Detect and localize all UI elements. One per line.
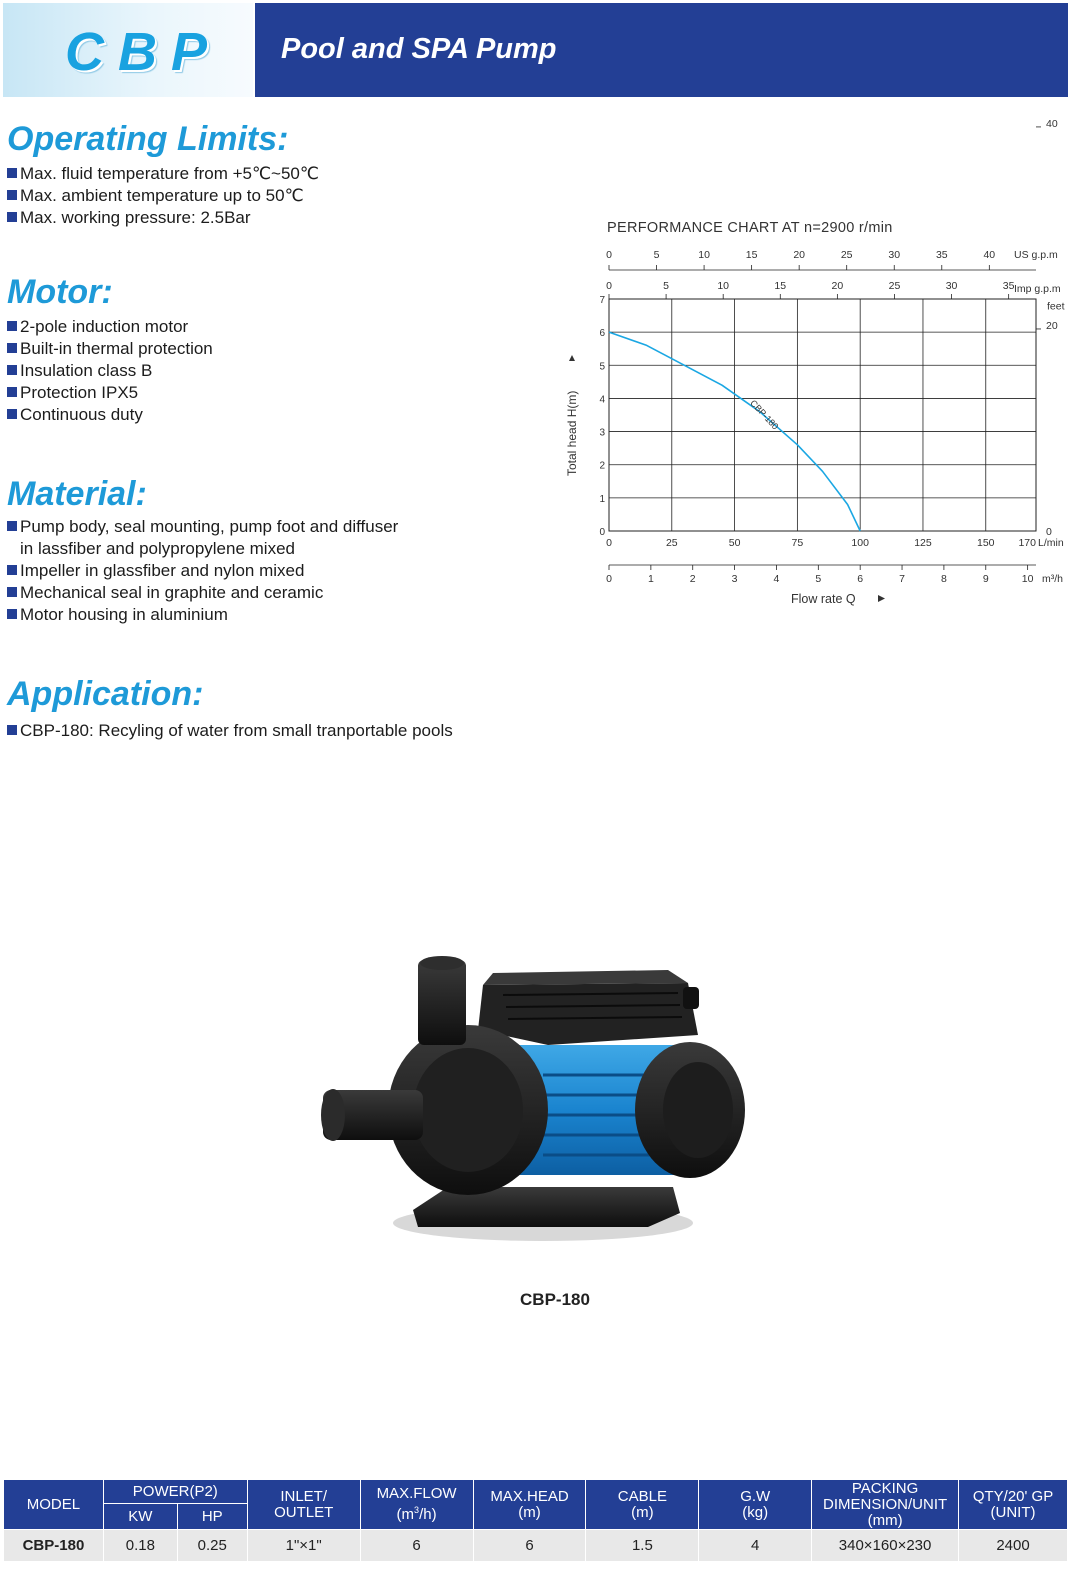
feet-tick-label: 0	[1046, 526, 1052, 538]
chart-grid	[609, 299, 1036, 531]
list-item: Max. working pressure: 2.5Bar	[7, 207, 319, 229]
motor-list	[7, 316, 213, 426]
m3h-tick-label: 9	[982, 573, 989, 585]
lmin-tick-label: 125	[914, 537, 932, 549]
head-tick-label: 2	[599, 460, 605, 472]
chart-title: PERFORMANCE CHART AT n=2900 r/min	[607, 220, 893, 236]
col-packing	[812, 1480, 959, 1530]
col-qty	[959, 1480, 1068, 1530]
impgpm-tick-label: 25	[888, 280, 901, 292]
col-maxflow-unit-a: (m	[396, 1506, 415, 1523]
usgpm-tick-label: 20	[793, 249, 806, 261]
list-item: Continuous duty	[7, 404, 213, 426]
m3h-tick-label: 5	[815, 573, 822, 585]
performance-chart	[560, 117, 1070, 615]
cell-inlet: 1"×1"	[247, 1530, 360, 1562]
table-row	[4, 1530, 1068, 1562]
header-bar	[255, 3, 1068, 97]
list-item: Impeller in glassfiber and nylon mixed	[7, 560, 398, 582]
cell-maxflow: 6	[360, 1530, 473, 1562]
pump-product-image	[318, 955, 758, 1255]
plot-frame	[609, 299, 1036, 531]
impgpm-tick-label: 10	[717, 280, 730, 292]
col-packing-line1: PACKING	[851, 1479, 919, 1497]
cell-cable: 1.5	[586, 1530, 699, 1562]
material-list	[7, 516, 398, 626]
impgpm-tick-label: 0	[606, 280, 612, 292]
head-tick-label: 7	[599, 295, 605, 306]
lmin-tick-label: 25	[665, 537, 678, 549]
m3h-tick-label: 8	[940, 573, 947, 585]
head-tick-label: 5	[599, 361, 605, 373]
impgpm-tick-label: 5	[663, 280, 670, 292]
col-qty-line2: (UNIT)	[990, 1503, 1036, 1521]
col-cable-line2: (m)	[631, 1503, 654, 1521]
y-axis-label: Total head H(m)	[565, 390, 579, 476]
head-tick-label: 4	[599, 394, 605, 406]
col-hp: HP	[177, 1504, 247, 1530]
usgpm-tick-label: 30	[888, 249, 901, 261]
col-power: POWER(P2)	[103, 1480, 247, 1504]
list-item: Motor housing in aluminium	[7, 604, 398, 626]
col-gw-line1: G.W	[740, 1487, 771, 1505]
col-inlet-line2: OUTLET	[274, 1503, 334, 1521]
cell-gw: 4	[699, 1530, 812, 1562]
usgpm-unit-label: US g.p.m	[1014, 249, 1058, 261]
col-kw: KW	[103, 1504, 177, 1530]
brand-logo-text: CBP	[65, 22, 222, 82]
m3h-tick-label: 0	[606, 573, 612, 585]
col-gw	[699, 1480, 812, 1530]
list-item-line: in lassfiber and polypropylene mixed	[20, 539, 295, 558]
col-maxflow-unit-sup: 3	[414, 1505, 420, 1515]
head-tick-label: 1	[599, 493, 605, 505]
list-item: CBP-180: Recyling of water from small tranportable pools	[7, 720, 453, 742]
pump-base-icon	[393, 1187, 693, 1241]
list-item	[7, 516, 398, 560]
material-heading: Material:	[7, 475, 147, 513]
usgpm-tick-label: 0	[606, 249, 612, 261]
feet-unit-label: feet	[1047, 300, 1065, 313]
col-cable	[586, 1480, 699, 1530]
usgpm-tick-label: 5	[653, 249, 660, 261]
operating-limits-list	[7, 163, 319, 229]
m3h-tick-label: 1	[647, 573, 654, 585]
col-maxhead	[473, 1480, 586, 1530]
impgpm-unit-label: Imp g.p.m	[1014, 283, 1061, 295]
col-maxhead-line2: (m)	[518, 1503, 541, 1521]
list-item: Mechanical seal in graphite and ceramic	[7, 582, 398, 604]
terminal-box-icon	[478, 970, 699, 1045]
col-packing-line2: DIMENSION/UNIT	[822, 1495, 948, 1513]
lmin-unit-label: L/min	[1038, 537, 1064, 549]
cell-qty: 2400	[959, 1530, 1068, 1562]
list-item-line: Pump body, seal mounting, pump foot and diffuser	[20, 517, 399, 536]
lmin-tick-label: 150	[976, 537, 995, 549]
usgpm-tick-label: 40	[983, 249, 996, 261]
usgpm-tick-label: 15	[745, 249, 758, 261]
x-axis-arrow-icon	[878, 595, 885, 602]
lmin-tick-label: 100	[851, 537, 869, 549]
cell-model: CBP-180	[4, 1530, 104, 1562]
col-maxflow-line1: MAX.FLOW	[376, 1485, 457, 1502]
list-item: Insulation class B	[7, 360, 213, 382]
series-label: CBP-180	[748, 397, 781, 432]
impgpm-tick-label: 30	[945, 280, 958, 292]
list-item: 2-pole induction motor	[7, 316, 213, 338]
head-tick-label: 6	[599, 328, 605, 340]
col-model: MODEL	[4, 1480, 104, 1530]
cell-packing: 340×160×230	[812, 1530, 959, 1562]
lmin-tick-label: 75	[791, 537, 804, 549]
m3h-tick-label: 4	[773, 573, 780, 585]
brand-logo	[3, 3, 253, 97]
cell-kw: 0.18	[103, 1530, 177, 1562]
x-axis-label: Flow rate Q	[791, 592, 856, 606]
col-maxflow-unit-b: /h)	[419, 1506, 437, 1523]
feet-tick-label: 40	[1046, 117, 1058, 130]
col-maxflow	[360, 1480, 473, 1530]
page-title: Pool and SPA Pump	[281, 33, 557, 65]
list-item: Built-in thermal protection	[7, 338, 213, 360]
feet-tick-label: 20	[1046, 319, 1058, 332]
cell-hp: 0.25	[177, 1530, 247, 1562]
head-tick-label: 3	[599, 427, 605, 439]
lmin-tick-label: 50	[728, 537, 741, 549]
impgpm-tick-label: 35	[1002, 280, 1015, 292]
lmin-tick-label: 170	[1018, 537, 1036, 549]
product-caption	[0, 1290, 1076, 1310]
cell-maxhead: 6	[473, 1530, 586, 1562]
m3h-tick-label: 6	[857, 573, 864, 585]
operating-limits-heading: Operating Limits:	[7, 120, 289, 158]
list-item: Max. ambient temperature up to 50℃	[7, 185, 319, 207]
col-gw-line2: (kg)	[742, 1503, 769, 1521]
m3h-tick-label: 10	[1021, 573, 1034, 585]
spec-table	[3, 1479, 1068, 1562]
lmin-tick-label: 0	[606, 537, 612, 549]
usgpm-tick-label: 10	[698, 249, 710, 261]
col-cable-line1: CABLE	[617, 1487, 667, 1505]
product-caption-text: CBP-180	[520, 1290, 590, 1309]
usgpm-tick-label: 25	[840, 249, 853, 261]
impgpm-tick-label: 20	[831, 280, 844, 292]
motor-heading: Motor:	[7, 273, 113, 311]
m3h-tick-label: 2	[689, 573, 696, 585]
m3h-tick-label: 3	[731, 573, 738, 585]
col-inlet	[247, 1480, 360, 1530]
list-item: Protection IPX5	[7, 382, 213, 404]
application-list	[7, 720, 453, 742]
col-maxhead-line1: MAX.HEAD	[490, 1487, 569, 1505]
table-header-row	[4, 1480, 1068, 1504]
y-axis-arrow-icon	[569, 355, 575, 361]
m3h-tick-label: 7	[899, 573, 905, 585]
usgpm-tick-label: 35	[935, 249, 948, 261]
pump-motor-icon	[518, 1042, 745, 1178]
col-inlet-line1: INLET/	[280, 1487, 328, 1505]
col-packing-line3: (mm)	[867, 1511, 903, 1529]
application-heading: Application:	[7, 675, 204, 713]
m3h-unit-label: m³/h	[1042, 573, 1063, 585]
impgpm-tick-label: 15	[774, 280, 787, 292]
list-item: Max. fluid temperature from +5℃~50℃	[7, 163, 319, 185]
col-qty-line1: QTY/20' GP	[972, 1487, 1054, 1505]
head-tick-label: 0	[599, 527, 605, 538]
